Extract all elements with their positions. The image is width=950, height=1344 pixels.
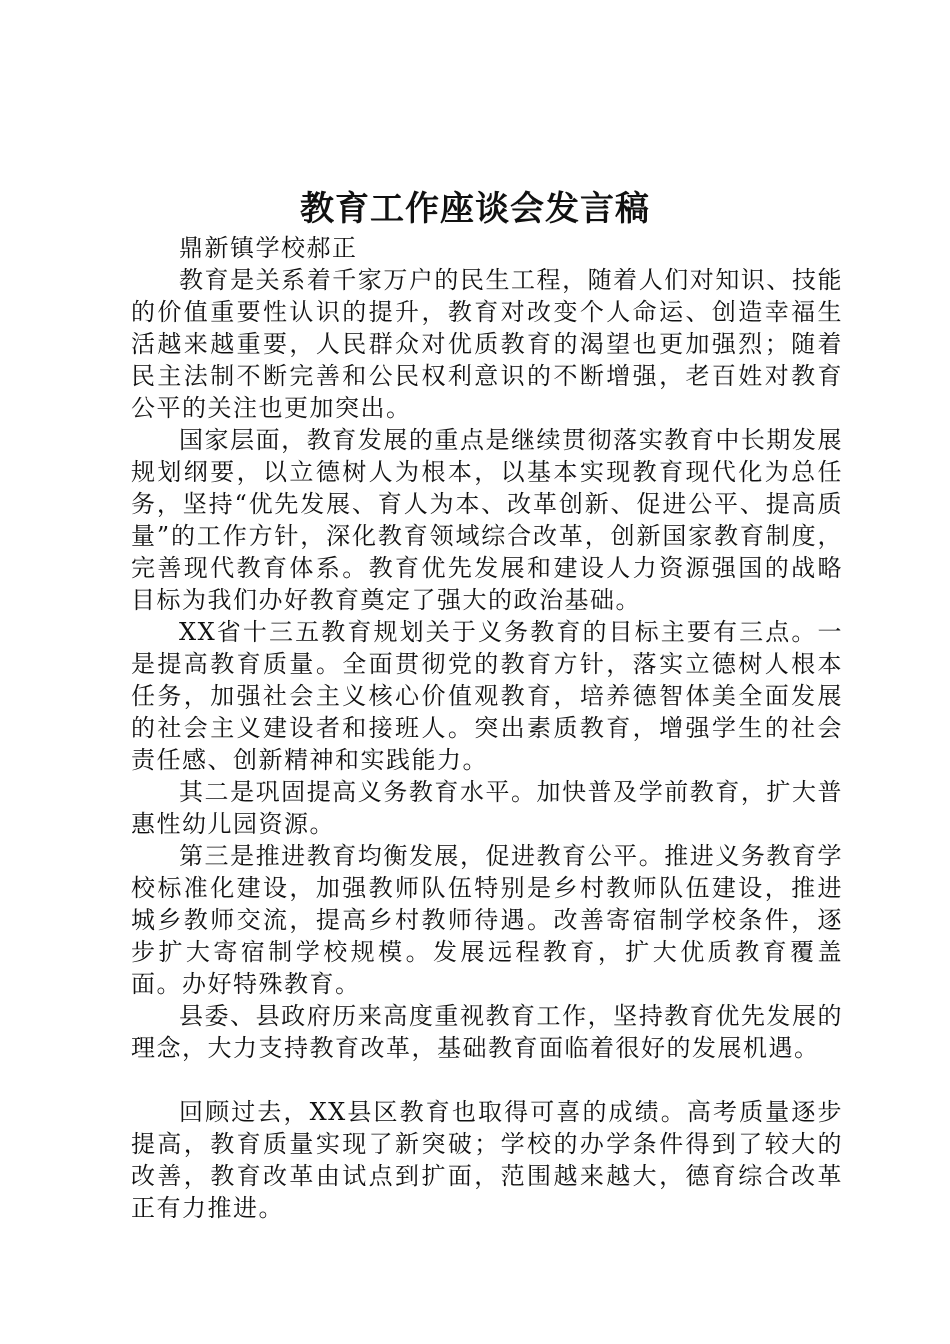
paragraph: XX省十三五教育规划关于义务教育的目标主要有三点。一是提高教育质量。全面贯彻党的教育方针，落实立德树人根本任务，加强社会主义核心价值观教育，培养德智体美全面发展的社会主义建设者和接班人。突出素质教育，增强学生的社会责任感、创新精神和实践能力。 [131,618,843,774]
document-title: 教育工作座谈会发言稿 [300,189,650,229]
paragraph: 教育是关系着千家万户的民生工程，随着人们对知识、技能的价值重要性认识的提升，教育对改变个人命运、创造幸福生活越来越重要，人民群众对优质教育的渴望也更加强烈；随着民主法制不断完善和公民权利意识的不断增强，老百姓对教育公平的关注也更加突出。 [131,266,843,422]
paragraph: 第三是推进教育均衡发展，促进教育公平。推进义务教育学校标准化建设，加强教师队伍特别是乡村教师队伍建设，推进城乡教师交流，提高乡村教师待遇。改善寄宿制学校条件，逐步扩大寄宿制学校规模。发展远程教育，扩大优质教育覆盖面。办好特殊教育。 [131,842,843,998]
paragraph: 回顾过去，XX县区教育也取得可喜的成绩。高考质量逐步提高，教育质量实现了新突破；学校的办学条件得到了较大的改善，教育改革由试点到扩面，范围越来越大，德育综合改革正有力推进。 [131,1098,843,1222]
paragraph: 其二是巩固提高义务教育水平。加快普及学前教育，扩大普惠性幼儿园资源。 [131,778,843,838]
author-line: 鼎新镇学校郝正 [179,234,358,262]
document-body [131,232,843,1224]
paragraph: 县委、县政府历来高度重视教育工作，坚持教育优先发展的理念，大力支持教育改革，基础教育面临着很好的发展机遇。 [131,1002,843,1062]
paragraph: 国家层面，教育发展的重点是继续贯彻落实教育中长期发展规划纲要，以立德树人为根本，以基本实现教育现代化为总任务，坚持“优先发展、育人为本、改革创新、促进公平、提高质量”的工作方针，深化教育领域综合改革，创新国家教育制度，完善现代教育体系。教育优先发展和建设人力资源强国的战略目标为我们办好教育奠定了强大的政治基础。 [131,426,843,614]
